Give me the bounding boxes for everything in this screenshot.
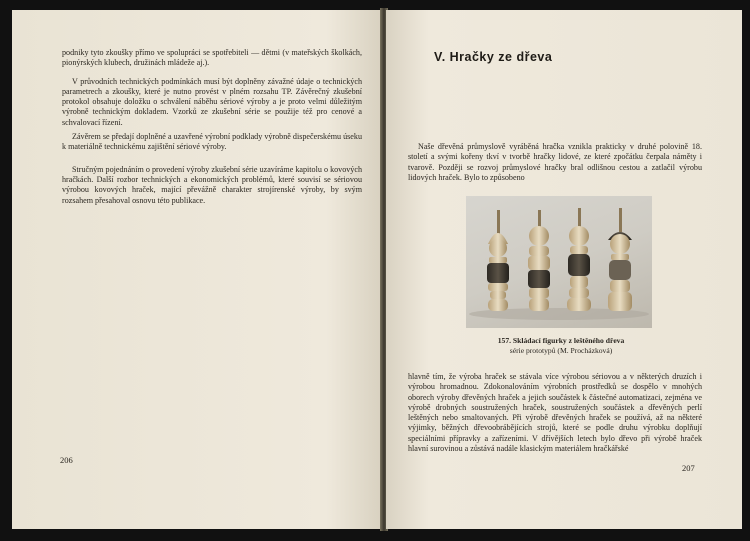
left-paragraph: V průvodních technických podmínkách musí být doplněny závažné údaje o technických parametrech a zkoušky, které je nutno provést v plném rozsahu TP. Závěrečný zkušební protokol obsahuje doložku o schválení náběhu sériové výroby a je proto velmi důležitým výrobně technickým dokladem. Vzorků ze zkušební série se použije též pro cenové a schvalovací řízení. (62, 76, 362, 127)
figure-caption (456, 336, 666, 355)
left-page-number: 206 (60, 455, 73, 465)
figure-1 (487, 210, 509, 311)
caption-title: 157. Skládací figurky z leštěného dřeva (497, 336, 625, 345)
caption-subtitle: série prototypů (M. Procházková) (509, 345, 613, 355)
figure-2 (528, 210, 550, 311)
left-paragraph: Závěrem se předají doplněné a uzavřené výrobní podklady výrobně dispečerskému úseku k materiálně technickému zajištění sériové výroby. (62, 132, 362, 152)
right-intro-text (408, 142, 702, 191)
left-page (12, 10, 382, 529)
right-body-text (408, 372, 702, 462)
right-paragraph: hlavně tím, že výroba hraček se stávala více výrobou sériovou a v některých druzích i výrobou hromadnou. Zdokonalováním výrobních prostředků se dospělo v mnohých oborech výroby dřevěných hraček a jejich součástek k částečné automatizaci, zejména ve výrobě drobných soustružených hraček, soustružených součástek a dřevěných perlí leštěných nebo smaltovaných. Při výrobě dřevěných hraček se používá, až na některé výjimky, běžných dřevoobrábějících strojů, které se podle druhu výrobku doplňují speciálními přípravky a zařízeními. V dřívějších letech bylo dřevo při výrobě hraček hlavní surovinou a zůstává nadále klasickým materiálem hračkářské (408, 372, 702, 454)
left-paragraph: Stručným pojednáním o provedení výroby zkušební série uzavíráme kapitolu o kovových hračkách. Další rozbor technických a ekonomických problémů, které souvisí se sériovou výrobou kovových hraček, mající převážně charakter strojírenské výroby, by svým rozsahem přesahoval osnovu této publikace. (62, 164, 362, 205)
right-page (386, 10, 742, 529)
chapter-title: V. Hračky ze dřeva (434, 50, 553, 64)
figure-3 (567, 208, 591, 311)
toy-figures-photo (466, 196, 652, 328)
figure-4 (608, 208, 632, 311)
left-paragraph: podniky tyto zkoušky přímo ve spolupráci se spotřebiteli — dětmi (v mateřských školkách, pionýrských klubech, družinách mládeže aj.). (62, 48, 362, 68)
right-page-number: 207 (682, 463, 695, 473)
right-paragraph: Naše dřevěná průmyslově vyráběná hračka vznikla prakticky v druhé polovině 18. století a svými kořeny tkví v tvorbě hračky lidové, ze které zpočátku čerpala náměty i tvarově. Později se rozvoj průmyslové hračky bral odlišnou cestou a zatlačil výrobu lidových hraček. Bylo to způsobeno (408, 142, 702, 182)
left-page-text (62, 48, 362, 214)
wooden-figures-image (466, 196, 652, 328)
